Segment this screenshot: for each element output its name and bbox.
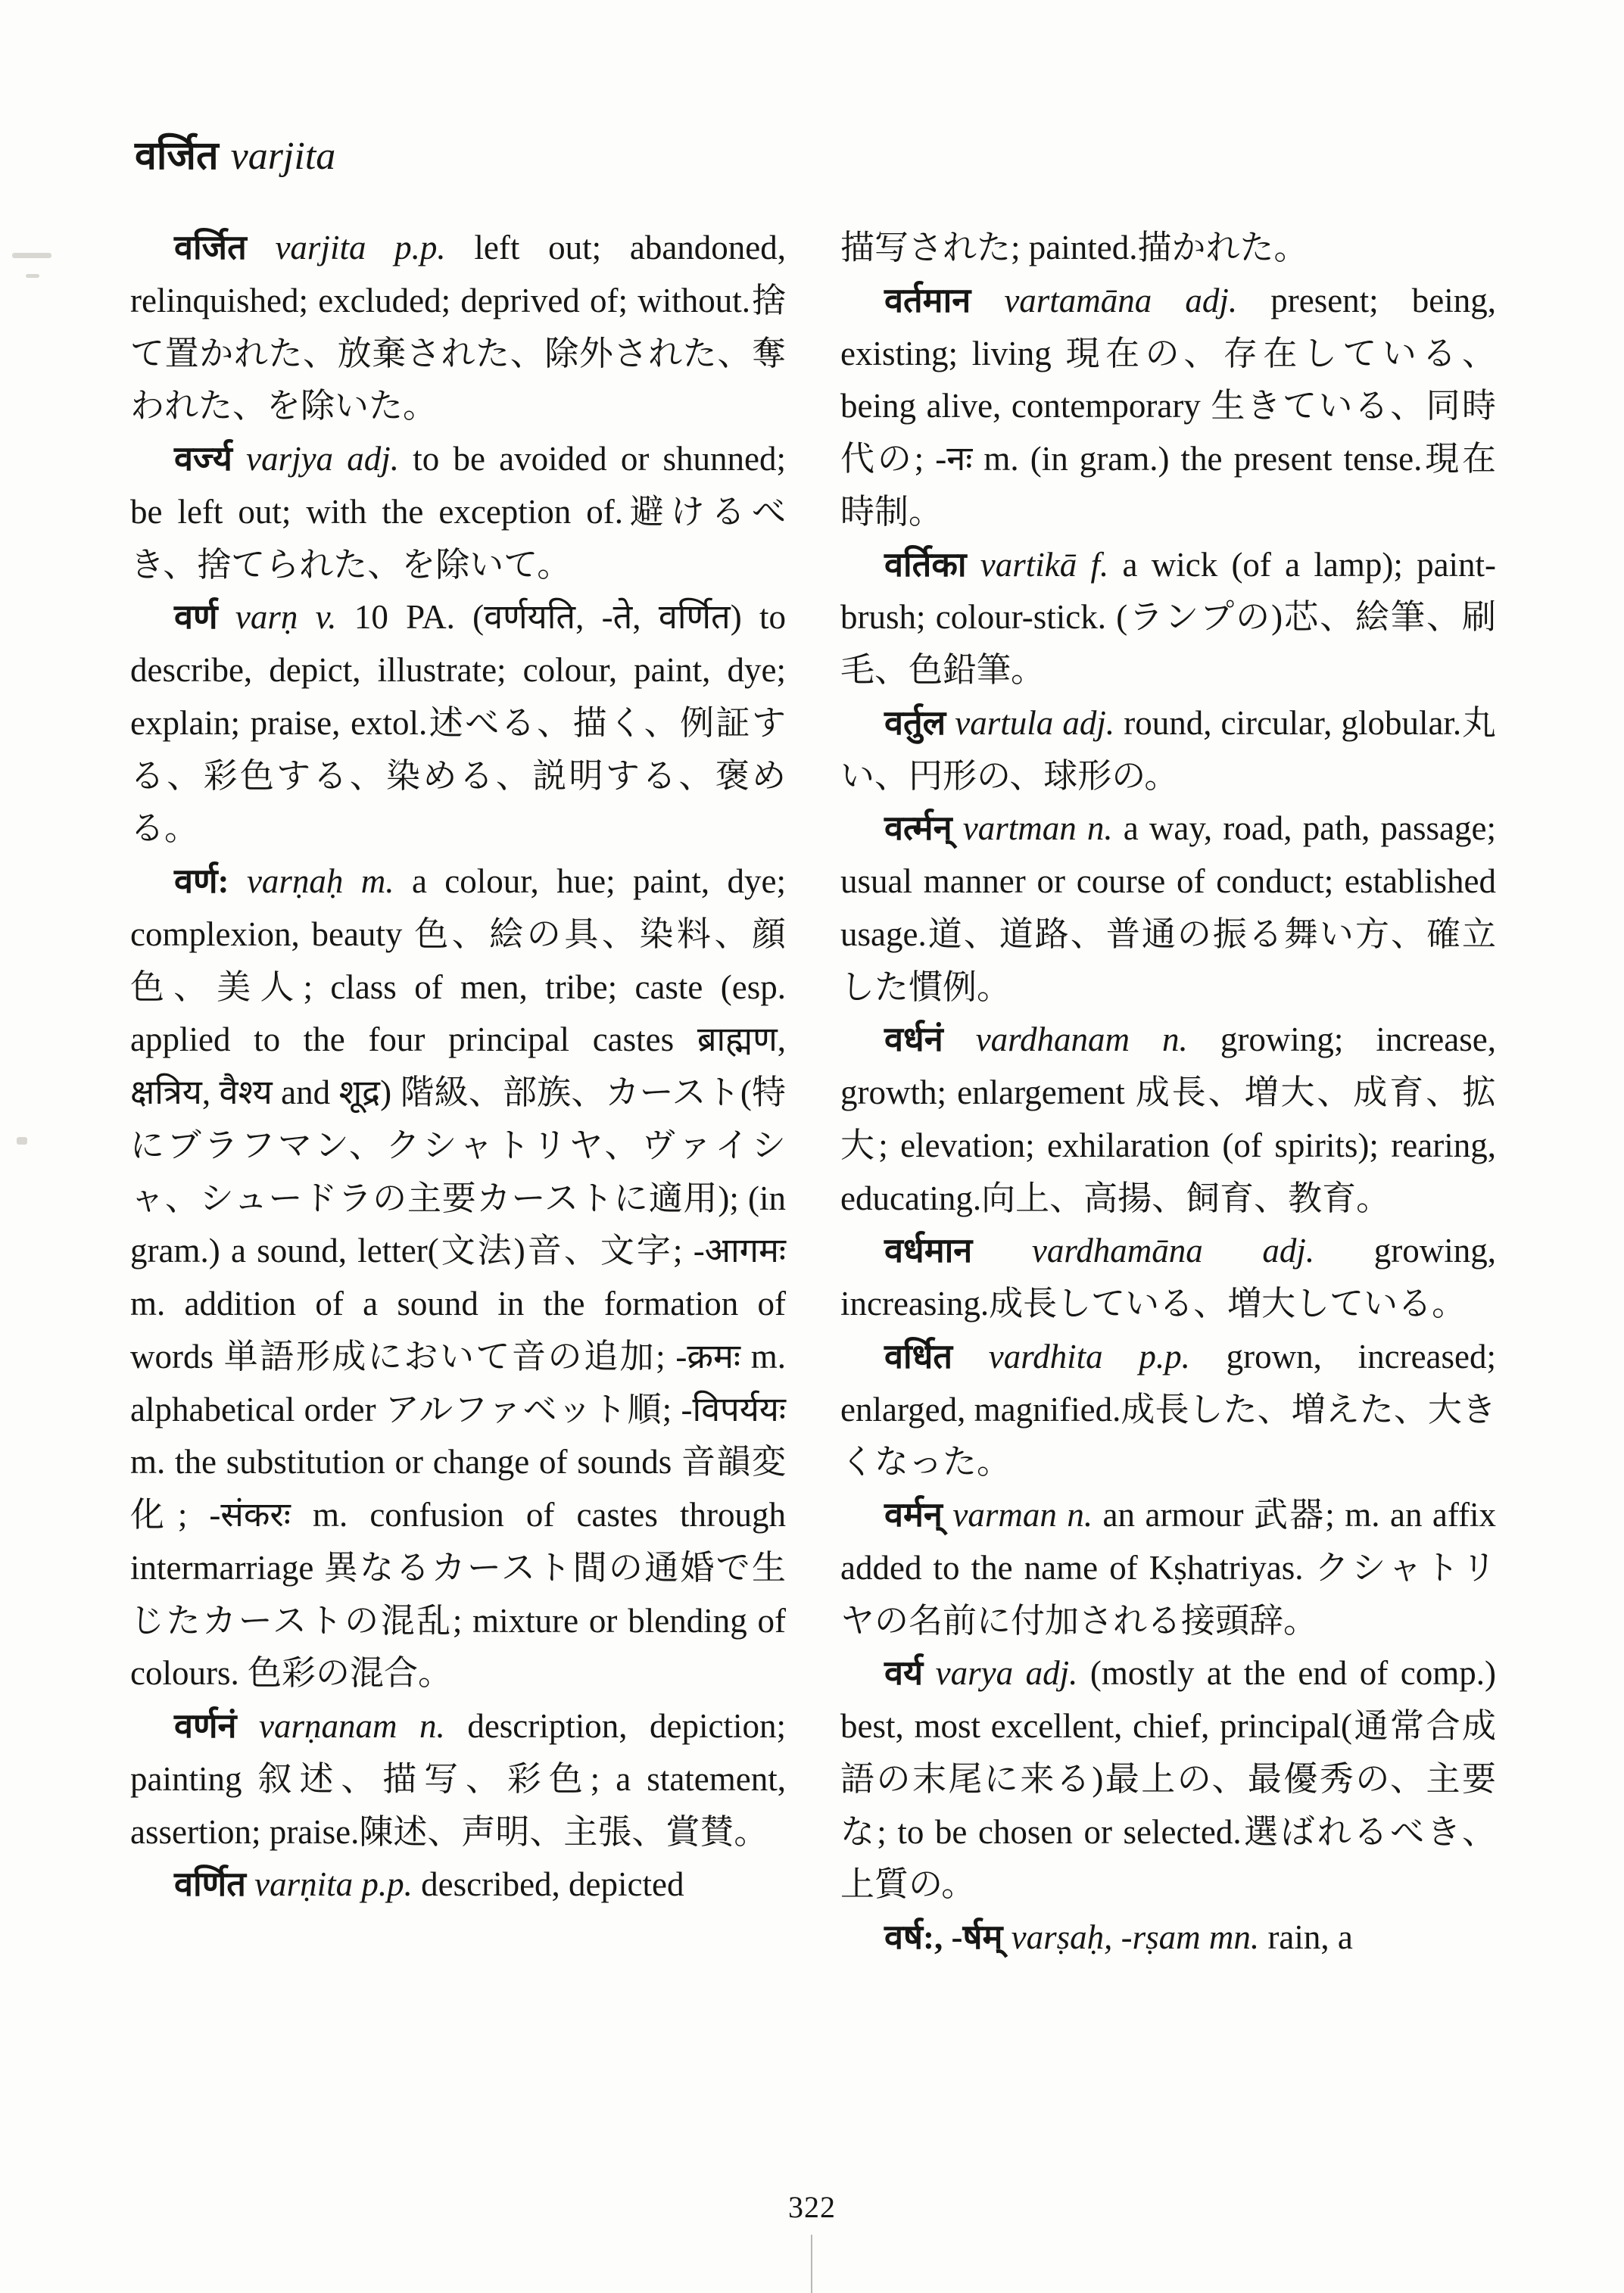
- entry-body: present; being, existing; living 現在の、存在している、being alive, contemporary 生きている、同時代の; -नः m. (in gram.) the present tense.現在時制。: [840, 281, 1496, 531]
- transliteration-and-pos: varman n.: [952, 1496, 1093, 1534]
- headword-devanagari: वर्य: [884, 1654, 924, 1693]
- transliteration-and-pos: vardhamāna adj.: [1031, 1232, 1315, 1270]
- transliteration-and-pos: varṇanam n.: [259, 1707, 445, 1746]
- entry-body: an armour 武器; m. an affix added to the name of Kṣhatriyas. クシャトリヤの名前に付加される接頭辞。: [840, 1496, 1497, 1640]
- transliteration-and-pos: varya adj.: [935, 1654, 1078, 1693]
- headword-devanagari: वर्धनं: [884, 1020, 943, 1059]
- dictionary-entry: [840, 1911, 1496, 1964]
- entry-body: a colour, hue; paint, dye; complexion, beauty 色、絵の具、染料、顔色、美人; class of men, tribe; caste (esp. applied to the four principal castes ब्राह्मण, क्षत्रिय, वैश्य and शूद्र) 階級、部族、カースト(特にブラフマン、クシャトリヤ、ヴァイシャ、シュードラの主要カーストに適用); (in gram.) a sound, letter(文法)音、文字; -आगमः m. addition of a sound in the formation of words 単語形成において音の追加; -क्रमः m. alphabetical order アルファベット順; -विपर्ययः m. the substitution or change of sounds 音韻変化; -संकरः m. confusion of castes through intermarriage 異なるカースト間の通婚で生じたカーストの混乱; mixture or blending of colours. 色彩の混合。: [130, 862, 787, 1693]
- headword-devanagari: वर्ण:: [174, 862, 229, 901]
- headword-devanagari: वर्ण: [174, 598, 218, 637]
- dictionary-entry: [130, 591, 786, 855]
- entry-body: to be avoided or shunned; be left out; with the exception of.避けるべき、捨てられた、を除いて。: [130, 440, 787, 584]
- dictionary-entry: [130, 1700, 786, 1858]
- entry-body: described, depicted: [421, 1865, 684, 1904]
- headword-devanagari: वर्ज्य: [174, 440, 232, 478]
- page-content: [130, 135, 1496, 1964]
- dictionary-entry: [840, 1647, 1496, 1911]
- dictionary-entry: [130, 855, 786, 1700]
- page-number: 322: [788, 2190, 836, 2224]
- headword-devanagari: वर्धमान: [884, 1232, 973, 1270]
- transliteration-and-pos: varṇ v.: [235, 598, 337, 637]
- transliteration-and-pos: varṣaḥ, -rṣam mn.: [1011, 1918, 1260, 1957]
- dictionary-entry: [130, 1858, 786, 1911]
- dictionary-entry: [840, 1225, 1496, 1331]
- entry-body: a wick (of a lamp); paint-brush; colour-stick. (ランプの)芯、絵筆、刷毛、色鉛筆。: [840, 545, 1497, 690]
- entry-body: 10 PA. (वर्णयति, -ते, वर्णित) to describe, depict, illustrate; colour, paint, dye; explain; praise, extol.述べる、描く、例証する、彩色する、染める、説明する、褒める。: [130, 598, 787, 848]
- dictionary-entry: [130, 433, 786, 591]
- headword-devanagari: वर्तुल: [884, 703, 946, 742]
- scan-smudge: [12, 253, 51, 258]
- dictionary-entry: [840, 1331, 1496, 1489]
- right-column: [840, 222, 1496, 1964]
- transliteration-and-pos: vartamāna adj.: [1004, 281, 1238, 319]
- scan-smudge: [17, 1137, 27, 1145]
- transliteration-and-pos: vartman n.: [962, 809, 1113, 848]
- entry-body: description, depiction; painting 叙述、描写、彩色; a statement, assertion; praise.陳述、声明、主張、賞賛。: [130, 1707, 786, 1851]
- headword-devanagari: वर्त्मन्: [884, 809, 952, 848]
- entry-body: growing; increase, growth; enlargement 成長、増大、成育、拡大; elevation; exhilaration (of spirits); rearing, educating.向上、高揚、飼育、教育。: [840, 1020, 1496, 1217]
- transliteration-and-pos: varṇaḥ m.: [246, 862, 394, 901]
- headword-devanagari: वर्तिका: [884, 545, 967, 584]
- text-columns: [130, 222, 1496, 1964]
- dictionary-entry: [840, 802, 1496, 1014]
- transliteration-and-pos: vardhanam n.: [975, 1020, 1188, 1059]
- entry-body: rain, a: [1267, 1918, 1353, 1957]
- transliteration-and-pos: vartikā f.: [980, 545, 1109, 584]
- dictionary-entry: [840, 1489, 1496, 1647]
- dictionary-entry: [840, 539, 1496, 697]
- dictionary-entry: [840, 697, 1496, 803]
- dictionary-entry: [840, 275, 1496, 539]
- entry-body: left out; abandoned, relinquished; excluded; deprived of; without.捨て置かれた、放棄された、除外された、奪われた、を除いた。: [130, 229, 787, 425]
- entry-continuation: [840, 222, 1496, 275]
- headword-devanagari: वर्धित: [884, 1337, 953, 1375]
- headword-devanagari: वर्मन्: [884, 1496, 943, 1534]
- running-head-transliteration: varjita: [230, 135, 336, 178]
- entry-body: grown, increased; enlarged, magnified.成長した、増えた、大きくなった。: [840, 1337, 1497, 1481]
- scan-artifact-line: [811, 2235, 812, 2293]
- running-head-devanagari: वर्जित: [135, 135, 219, 178]
- entry-body: (mostly at the end of comp.) best, most excellent, chief, principal(通常合成語の末尾に来る)最上の、最優秀の、主要な; to be chosen or selected.選ばれるべき、上質の。: [840, 1654, 1497, 1904]
- headword-devanagari: वर्तमान: [884, 281, 971, 319]
- headword-devanagari: वर्ष:, -र्षम्: [884, 1918, 1003, 1957]
- entry-body: round, circular, globular.丸い、円形の、球形の。: [840, 703, 1497, 795]
- dictionary-entry: [130, 222, 786, 433]
- transliteration-and-pos: varṇita p.p.: [254, 1865, 413, 1904]
- transliteration-and-pos: vardhita p.p.: [988, 1337, 1190, 1375]
- entry-body: a way, road, path, passage; usual manner or course of conduct; established usage.道、道路、普通の振る舞い方、確立した慣例。: [840, 809, 1497, 1006]
- transliteration-and-pos: varjita p.p.: [275, 229, 446, 267]
- headword-devanagari: वर्णित: [174, 1865, 246, 1904]
- entry-body: growing, increasing.成長している、増大している。: [840, 1232, 1496, 1323]
- entry-body: 描写された; painted.描かれた。: [840, 229, 1308, 267]
- transliteration-and-pos: vartula adj.: [955, 703, 1115, 742]
- headword-devanagari: वर्णनं: [174, 1707, 237, 1746]
- left-column: [130, 222, 786, 1964]
- dictionary-entry: [840, 1014, 1496, 1225]
- scan-smudge: [26, 274, 39, 278]
- headword-devanagari: वर्जित: [174, 229, 247, 267]
- transliteration-and-pos: varjya adj.: [246, 440, 400, 478]
- running-head: [135, 135, 1496, 178]
